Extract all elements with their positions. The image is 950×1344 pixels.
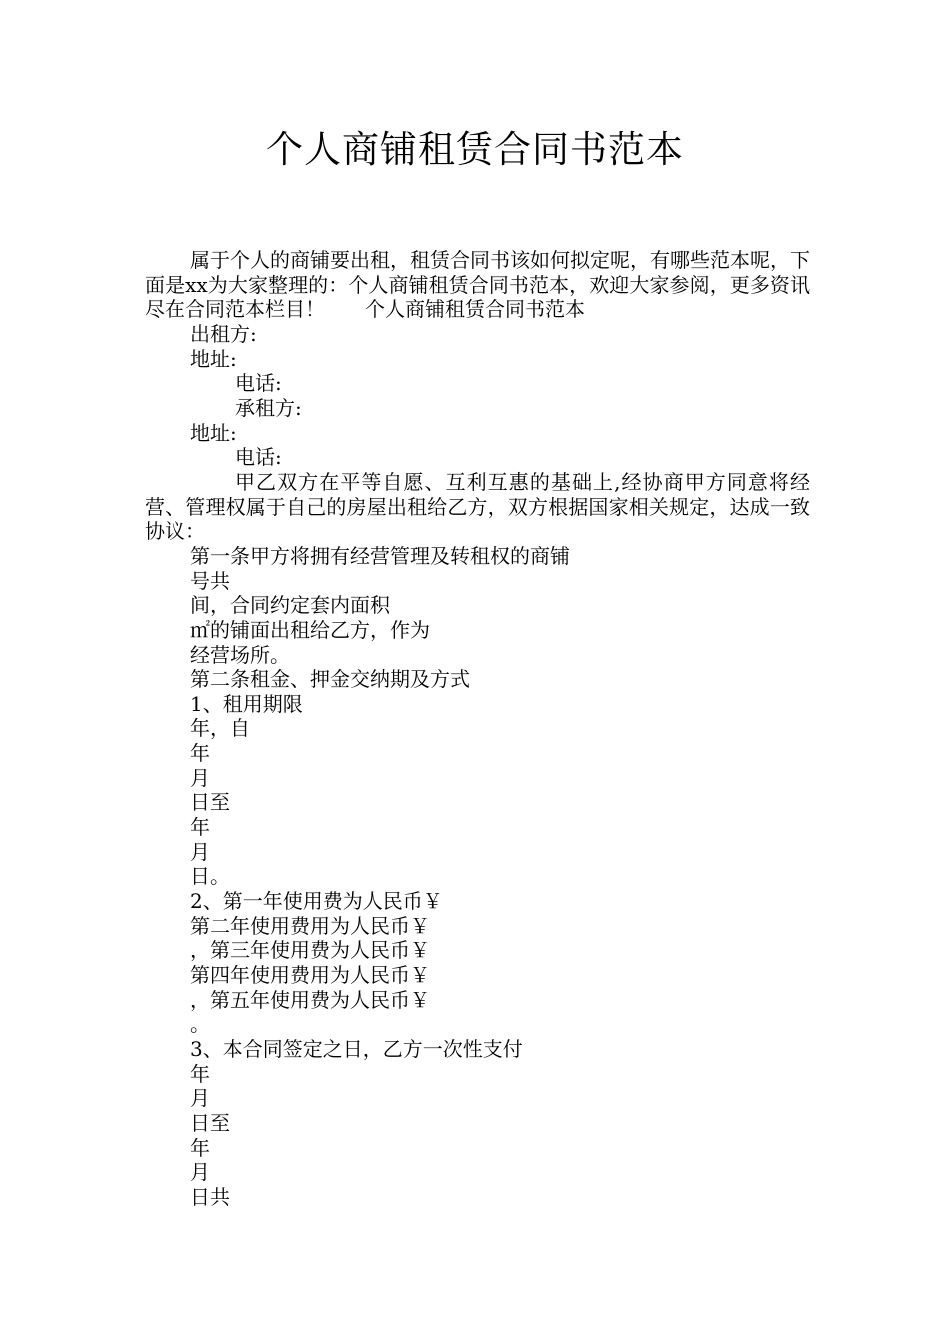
clause-line: 月 bbox=[190, 1086, 210, 1111]
clause-line: 年 bbox=[190, 741, 210, 766]
clause-line: 第二年使用费用为人民币￥ bbox=[190, 913, 430, 938]
lessee-address-label: 地址: bbox=[190, 420, 237, 445]
clause-line: 年 bbox=[190, 1061, 210, 1086]
lessor-phone-label: 电话: bbox=[235, 371, 282, 396]
document-body bbox=[145, 248, 810, 1210]
clause-line: 月 bbox=[190, 765, 210, 790]
clause-line: 间，合同约定套内面积 bbox=[190, 593, 390, 618]
clause-line: 月 bbox=[190, 1160, 210, 1185]
clause-line: ，第五年使用费为人民币￥ bbox=[190, 987, 430, 1012]
clause-line: 日至 bbox=[190, 1110, 230, 1135]
clause-line: 第二条租金、押金交纳期及方式 bbox=[190, 667, 470, 692]
clause-line: 经营场所。 bbox=[190, 642, 290, 667]
clause-line: 日。 bbox=[190, 864, 230, 889]
intro-paragraph: 属于个人的商铺要出租，租赁合同书该如何拟定呢，有哪些范本呢，下面是xx为大家整理的：个人商铺租赁合同书范本，欢迎大家参阅，更多资讯尽在合同范本栏目！ 个人商铺租赁合同书范本 bbox=[145, 248, 810, 322]
clause-line: 3、本合同签定之日，乙方一次性支付 bbox=[190, 1037, 523, 1061]
clause-line: 日共 bbox=[190, 1184, 230, 1209]
agreement-paragraph: 甲乙双方在平等自愿、互利互惠的基础上,经协商甲方同意将经营、管理权属于自己的房屋出租给乙方，双方根据国家相关规定，达成一致协议： bbox=[145, 469, 810, 544]
clause-line: 第四年使用费用为人民币￥ bbox=[190, 963, 430, 988]
clause-line: 日至 bbox=[190, 790, 230, 815]
clause-line: 月 bbox=[190, 839, 210, 864]
lessor-label: 出租方: bbox=[190, 321, 257, 346]
clause-line: 第一条甲方将拥有经营管理及转租权的商铺 bbox=[190, 543, 570, 568]
clause-line: 1、租用期限 bbox=[190, 691, 303, 716]
lessee-label: 承租方: bbox=[235, 395, 302, 420]
clause-line: 年，自 bbox=[190, 716, 250, 741]
clause-line: 号共 bbox=[190, 568, 230, 593]
clause-line: ㎡的铺面出租给乙方，作为 bbox=[190, 617, 430, 642]
lessor-address-label: 地址: bbox=[190, 346, 237, 371]
clause-line: 2、第一年使用费为人民币￥ bbox=[190, 889, 443, 914]
clause-line: 年 bbox=[190, 1135, 210, 1160]
clause-line: 年 bbox=[190, 815, 210, 840]
clause-line: ，第三年使用费为人民币￥ bbox=[190, 938, 430, 963]
lessee-phone-label: 电话: bbox=[235, 445, 282, 470]
document-title: 个人商铺租赁合同书范本 bbox=[266, 128, 684, 171]
clause-line: 。 bbox=[190, 1012, 210, 1037]
